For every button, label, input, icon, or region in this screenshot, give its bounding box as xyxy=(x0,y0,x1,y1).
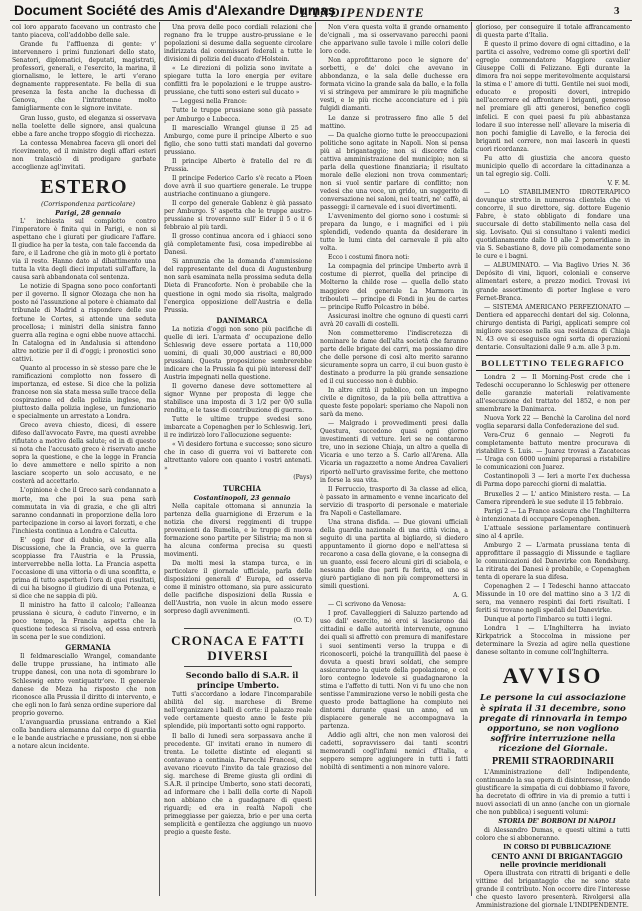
publication-label: IN CORSO DI PUBBLICAZIONE xyxy=(503,844,611,852)
section-heading-germania: GERMANIA xyxy=(65,643,111,653)
column-2 xyxy=(164,24,312,896)
article-paragraph: Addio agli altri, che non men valorosi dei cadetti, sopravvissero dai tanti scontri memorandi cogl'infami nemici d'Italia, e seppero sempre aggiungere in tutti i fatti nobiltà di sentimenti a non minore valore. xyxy=(320,732,468,772)
article-paragraph: — Ci scrivono da Venosa: xyxy=(328,601,406,609)
section-separator xyxy=(184,628,292,629)
article-paragraph: Il Ferruccio, trasporto di 3a classe ad elica, è passato in armamento e venne incaricato del servizio di trasporto di personale e materiale fra Napoli e Castellamare. xyxy=(320,485,468,517)
article-paragraph: L'Amministrazione dell' Indipendente, continuando la sua opera di disinteresse, volendo giustificare la simpatia di cui dobbiamo il favore, ha decretato di offrire in via di premio a tutti i nuovi associati di un anno (anche con un giornale che non pubblica) i seguenti volumi: xyxy=(476,768,630,816)
article-paragraph: Il corpo del generale Gablenz è già passato per Amburgo. S' aspetta che le truppe austro-prussiane si troveranno sull' Eider il 5 o il 6 febbraio al più tardi. xyxy=(164,199,312,232)
article-paragraph: — Leggesi nella France: xyxy=(172,98,247,106)
article-paragraph: Il maresciallo Wrangel giunse il 25 ad Amburgo, come pure il principe Alberto e suo figlio, che sono tutti stati mandati dal governo prussiano. xyxy=(164,124,312,156)
article-paragraph: Le notizie di Spagna sono poco confortanti per il governo. Il signor Olozaga che non ha posto né l'assunzione al potere è chiamato dal tribunale di Madrid a rispondere delle sue fortune le Cortes, si attende una seduta procellosa; i ministri della sinistra fanno guerra alla regina e ogni ebbe nuove attacchi. In Catalogna ed in Andalusia si attendono altre notizie per il dì d'oggi; i pronostici sono cattivi. xyxy=(12,283,156,363)
section-heading-premi: PREMII STRAORDINARII xyxy=(492,755,614,767)
article-paragraph: — Da qualche giorno tutte le preoccupazioni politiche sono agitate in Napoli. Non si pensa più al brigantaggio; non si discorre della cattiva amministrazione del municipio; non si parla della questione finanziaria; il risultato morale delle elezioni non trova commentari; non si vuol sentir parlare di conflitto; non vedesi che una voce, un grido, un suggerito di conversazione nei saloni, nei teatri, ne' caffè, ai passeggi: il carnevale ed i suoi divertimenti. xyxy=(320,131,468,212)
column-divider xyxy=(159,22,160,896)
article-paragraph: Si annunzia che la domanda d'ammissione del rappresentante del duca di Augustenburg non sarà esaminata nella prossima seduta della Dieta di Francoforte. Non è probabile che la questione in ogni modo sia risolta, malgrado l'energica opposizione dell'Austria e della Prussia. xyxy=(164,258,312,314)
column-1 xyxy=(12,24,156,896)
article-paragraph: La notizia d'oggi non sono più pacifiche di quelle di ieri. L'armata d' occupazione dello Schleswig deve essere portata a 110,000 uomini, di quali 30,000 austriaci e 80,000 prussiani. Questa proposizione sembrerebbe indicare che la Prussia fa qui più interessi dell' Austria impegnati nella questione. xyxy=(164,325,312,381)
header-rule xyxy=(10,20,632,21)
article-paragraph: Il governo danese deve sottomettere al signor Wynne per proposta di legge che stabilisce una imposta di 3 1/2 per 0/0 sulla rendita, e le tasse di contribuzione di guerra. xyxy=(164,382,312,415)
article-paragraph: « Vi desidero fortuna e successo; sono sicuro che in caso di guerra voi vi batterete con altrettanto valore con quanto i vostri antenati. » xyxy=(164,441,312,473)
column-3 xyxy=(320,24,468,896)
article-paragraph: L' inchiesta sul complotto contro l'imperatore è finita qui in Parigi, e non si aspettano che i giurati per giudicare l'affare. Il giudice ha per la testa, con tale faccenda da fare, e il Ladrone che già in moto gli è portato via il resto. Hanno dato al dibattimento una tutta la vita degli dieci imputati sull'affare, la causa sarà abbandonata col sentenza. xyxy=(12,217,156,282)
article-paragraph: Gran lusso, gusto, ed eleganza si osservava nella toelette delle signore, ansi qualcuna ebbe a fare anche troppo sfoggio di ricchezza. xyxy=(12,114,156,138)
article-paragraph: In altre città il pubblico, con un impegno civile e dignitoso, da la più bella attrattiva a queste feste popolari: speriamo che Napoli non sarà da meno. xyxy=(320,387,468,419)
advertisement: — SISTEMA AMERICANO PERFEZIONATO — Dentiera ed apparecchi dentari del sig. Colonna, chirurgo dentista di Parigi, applicati sempre col migliore successo nella sua residenza di Chiaja N. 43 ove si eseguisce ogni sorta di operazioni dentarie. Consultazioni dalle 9 a.m. alle 3 p.m. xyxy=(476,303,630,351)
telegram-item: Copenaghen 2 — I Tedeschi hanno attaccato Missunde in 10 ore del mattino sino a 3 1/2 di sera, ma vennero respinti dai forti risultati. I feriti si trovano negli spedali del Danevirke. xyxy=(476,583,630,615)
article-paragraph: Grande fu l'affluenza di gente: v' intervennero i primi funzionari dello stato, Senatori, diplomatici, deputati, magistrati, professori, generali, e l'esercito, la marina, il giornalismo, le lettere, le arti v'erano degnamente rappresentate. Fe bella di sua presenza la festa anche la duchessa di Genova, che l'intrattenne molto famigliarmente con le signore invitate. xyxy=(12,41,156,113)
article-paragraph: Il grosso continua ancora ed i ghiacci sono già completamente fusi, cosa impedirebbe ai Danesi. xyxy=(164,233,312,257)
column-4 xyxy=(476,24,630,910)
article-headline-ballo: Secondo ballo di S.A.R. il principe Umberto. xyxy=(185,670,299,691)
column-divider xyxy=(471,22,472,896)
article-paragraph: I prof. Cavalleggieri di Saluzzo partendo ad uso dall' esercito, né eroi si lasciarono dai cittadini e dalle autorità intervenute, ognuno dei quali si affrettò con premura di manifestare i suoi sentimenti verso la truppa e di riconoscerli, poiché la tranquillità del paese è dovuta a questi bravi soldati, che sempre assicurarono la quiete della popolazione, e col loro contegno lodevole si guadagnarono la stima e l'affetto di tutti. Non vi fu uno che non sentisse l'ammirazione verso le nobili gesta che questo prode battaglione ha compiuto nei dintorni durante quasi un anno, ed un dispiacere generale ne accompagnava la partenza. xyxy=(320,610,468,730)
article-paragraph: È questo il primo dovere di ogni cittadino, e la partita ci assolve, vedremo come gli sportivi dell' egregio commendatore Maggiore cavalier Giuseppe Colli di Felizzano. Egli durante la dimora fra noi seppe meritevolmente acquistarsi la stima e l' amore di tutti. Gentile nei suoi modi, educato e propositi doveri, intrepido nell'accorrere ed affrontare i briganti, generoso nel premiare gli atti generosi, benefico cogli infelici. E con quei paesi fu più abbastanza lodare il suo interesse nell' allevare la miseria di non pochi famiglie di Lavello, e la ferocia dei briganti nel correre, non mai lascerà in questi cuori ricordanza. xyxy=(476,41,630,153)
article-paragraph: Il principe Federico Carlo s'è recato a Ploen dove avrà il suo quartiere generale. Le truppe austriache continuano a giungere. xyxy=(164,174,312,198)
article-paragraph: Fu atto di giustizia che ancora questo municipio quello di accordare la cittadinanza a un tal egregio sig. Colli. xyxy=(476,154,630,178)
article-paragraph: di Alessandro Dumas, e questi ultimi a tutti coloro che si abboneranno. xyxy=(476,827,630,843)
article-paragraph: L'avanguardia prussiana entrando a Kiel colla bandiera alemanna dal corpo di guardia e le bande austriache e prussiane, non si ebbe a notare alcun incidente. xyxy=(12,718,156,750)
article-paragraph: — Malgrado i provvedimenti presi dalla Questura, succedono quasi ogni giorno investimenti di vetture. Ieri se ne contarono tre, uno in sezione Chiaja, un altro a quella di Vicaria e uno terzo a S. Carlo all'Arena. Alla Vicaria un ragazzetto a nome Andrea Cavalieri riportò nell'urto gravissime ferite, che mettono in forse la sua vita. xyxy=(320,420,468,484)
section-heading-cronaca: CRONACA E FATTI DIVERSI xyxy=(171,633,305,664)
article-paragraph: Una strana disfida. — Due giovani ufficiali della guardia nazionale di una città vicina, a seguito di una partita al bigliardo, si diedero appuntamento il giorno dopo e nell'attesa si recarono a casa della giovane, e la consegna di un guanto, essi fecero alcuni giri di sciabola, e nessuna delle due parti fu ferita, ed uno si giurò partigiano di non più compromettersi in simili questioni. xyxy=(320,518,468,591)
page-header xyxy=(0,0,642,20)
archive-watermark: Document Société des Amis d'Alexandre Dumas xyxy=(14,2,336,18)
author-signature: V. F. M. xyxy=(607,179,630,187)
article-paragraph: L'opinione è che il Greco sarà condannato a morte, ma che poi la sua pena sarà commutata in via di grazia, e che gli altri saranno condannati in proporzione della loro partecipazione in corso ai lavori forzati, e che l'inchiesta continua a Londra e Calcutta. xyxy=(12,487,156,535)
section-heading-danimarca: DANIMARCA xyxy=(216,315,268,325)
article-paragraph: Assicurasi inoltre che ognuno di questi carri avrà 20 cavalli di costelli. xyxy=(320,312,468,328)
article-paragraph: Il ballo di lunedì sera sorpassava anche il precedente. Gl' invitati erano in numero di trenta. Le toilette distinte ed eleganti si contavano a centinaia. Parecchi Francesi, che avevano ricevuto l'invito da tale grazioso del sig. marchese di Breme giusta gli ordini di S.A.R. il principe Umberto, sono stati decorati, ad informare che i balli della corte di Napoli non abbiano che a guadagnare di questi riguardi; ed era in realtà Napoli che primeggiasse per gaiezza, brio e per una certa semplicità e gentilezza che aggiungo un nuovo pregio a queste feste. xyxy=(164,732,312,837)
notice-heading-avviso: AVVISO xyxy=(502,663,604,689)
section-heading-bollettino: BOLLETTINO TELEGRAFICO xyxy=(481,357,625,368)
column-divider xyxy=(315,22,316,896)
telegram-item: Amburgo 2 — L'armata prussiana tenta di approfittare il passaggio di Missunde e tagliare le comunicazioni del Danevirke con Rendsburg. La ritirata dei Danesi è probabile, e Copenaghen tenta di operare la sua difesa. xyxy=(476,541,630,581)
advertisement: — LO STABILIMENTO IDROTERAPICO dovunque stretto in numerosa clientela che vi concorre, il suo direttore, sig. dottore Eugenio Fabre, è stato obbligato di fondare una succursale di detto stabilimento nella casa del sig. Lovisato. Qui si consultano i valenti medici quotidianamente dalle 10 alle 2 pomeridiane in via S. Sebastiano 8, dove più comodamente sono le cure e i bagni. xyxy=(476,188,630,261)
page-number: 3 xyxy=(614,5,620,17)
telegram-item: Londra 1 — L'Inghilterra ha inviato Kirkpatrick a Stoccolma in missione per determinare la Svezia ad agire nella questione danese soltanto in comune coll'Inghilterra. xyxy=(476,625,630,657)
section-heading-turchia: TURCHIA xyxy=(222,483,262,493)
article-paragraph: Greco aveva chiesto, dicesi, di essere difeso dall'avvocato Favre, ma questi avrebbe rifiutato a motivo della salute; ed in di questo si nota che l'accusato greco è riservato anche sopra la questione, e che la legge in Francia lo deve ammettere e nello spirito a non lasciare scoperto un solo accusato, e ne costerà ad accettarlo. xyxy=(12,422,156,486)
article-paragraph: « Le direzioni di polizia sono invitate a spiegare tutta la loro energia per evitare conflitti fra le popolazioni e le truppe austro-prussiane, che tutti sono esteri sul ducato » xyxy=(164,65,312,97)
telegram-item: Costantinopoli 3 — Ieri a morte l'ex duchessa di Parma dopo parecchi giorni di malattia. xyxy=(476,473,630,489)
article-paragraph: Non commetteremo l'indiscretezza di nominare le dame dell'alta società che faranno parte delle brigate dei carri, ma possiamo dire che delle persone di così alto merito saranno sicuramente sopra un carro, il cui buon gusto è destinato a produrre la più grande sensazione ed il cui successo non è dubbio. xyxy=(320,329,468,386)
telegram-item: Bruxelles 2 — L' antico Ministero resta. — La Camera riprenderà le sue sedute il 15 febbraio. xyxy=(476,490,630,506)
article-paragraph: Le danze si protrassero fino alle 5 del mattino. xyxy=(320,114,468,130)
article-paragraph: col loro apparato facevano un contrasto che tanto piaceva, coll'addobbo delle sale. xyxy=(12,24,156,40)
article-paragraph: Il principe Alberto è fratello del re di Prussia. xyxy=(164,157,312,173)
article-paragraph: Opera illustrata con ritratti di briganti e delle vittime del brigantaggio che ne sono state grande il contributo. Non occorre dire l'interesse che questo lavoro presenterà. Rivolgersi alla Amministrazione del giornale L'INDIPENDENTE. xyxy=(476,870,630,910)
article-paragraph: Tutte le ultime truppe svedesi sono imbarcate a Copenaghen per lo Schleswig. Ieri, il re indirizzò loro l'allocuzione seguente: xyxy=(164,416,312,440)
publication-title: CENTO ANNI DI BRIGANTAGGIO nelle provincie meridionali xyxy=(491,852,623,870)
telegram-item: L'attuale sessione parlamentare continuerà sino al 4 aprile. xyxy=(476,524,630,540)
telegram-item: Dunque al porto l'imbarco su tutti i legni. xyxy=(484,616,613,624)
section-heading-estero: ESTERO xyxy=(40,175,128,198)
telegram-item: Londra 2 — Il Morning-Post crede che i Tedeschi occuperanno lo Schleswig per ottenere delle garanzie materiali relativamente all'esecuzione del trattato del 1852, e non per smembrare la Danimarca. xyxy=(476,373,630,414)
article-paragraph: L'avvenimento del giorno sono i costumi: si prepara da lungo, e i magnifici ed i più splendidi, vedendo quanta da desiderare in tutte le lumi cinta del carnevale il più alto volta. xyxy=(320,213,468,253)
telegram-item: Vera-Cruz 6 gennaio — Negroti fu completamente battuto mentre procurava di ristabilire S. Luis. — Juarez trovasi a Zacatecas — Uraga con 6000 uomini preparasi a ristabilire le comunicazioni con Juarez. xyxy=(476,432,630,472)
newspaper-masthead: L'INDIPENDENTE xyxy=(300,5,425,20)
article-paragraph: Quanto al processo in sè stesso pare che le ramificazioni complotto non fossero di importanza, ed estese. Si dice che la polizia francese non sia stata messa sulle tracce della cospirazione ed della polizia inglese, ma piuttosto dalla polizia inglese, un funzionario e specialmente un arrestato a Londra. xyxy=(12,364,156,421)
article-paragraph: Non v'era questa volta il grande ornamento de'cignali , ma si osservavano parecchi paoni che apparivano sulle tavole i mille colori delle loro code. xyxy=(320,24,468,56)
source-signature: (Pays) xyxy=(293,474,312,482)
dateline: Parigi, 28 gennaio xyxy=(55,208,121,217)
advertisement: — ALBUMINATO. — Via Baglivo Uries N. 36 Depósito di vini, liquori, coloniali e conserve alimentari estere, a prezzo modici. Trovasi ivi grande assortimento di porter Inglese e vero Fernet-Branca. xyxy=(476,262,630,302)
telegram-item: Parigi 2 — La France assicura che l'Inghilterra è intenzionata di occupare Copenaghen. xyxy=(476,507,630,523)
article-paragraph: La compagnia del principe Umberto avrà il costume di pierrot, quella del principe di Molterno la childe rose — quella dello stato maggiore del generale La Marmora in tribouleti — principe di Fondi in jeu de cartes — principe Ruffo Polcastro in bébé. xyxy=(320,263,468,311)
subscription-notice: Le persone la cui associazione è spirata il 31 decembre, sono pregate di rinnovarla in tempo opportuno, se non vogliono soffrire interruzione nella ricezione del Giornale. xyxy=(479,693,627,755)
article-paragraph: Tutte le truppe prussiane sono già passate per Amburgo e Lubecca. xyxy=(164,107,312,123)
book-title: STORIA DE' BORBONI DI NAPOLI xyxy=(498,818,616,826)
bulletin-header-box xyxy=(476,355,630,371)
article-paragraph: Nella capitale ottomana si annunzia la partenza della guarnigione di Erzerum e la notizia che diversi reggimenti di truppe provenienti da Rumelia, e le truppe di nuova formazione sono partite per Silistria; ma non si ha alcuna conferma precisa su questi movimenti. xyxy=(164,502,312,558)
article-paragraph: La contessa Menabrea faceva gli onori del ricevimento, ed il ministro degli affari esteri non tralasciò di prodigare garbate accoglienze agl'invitati. xyxy=(12,139,156,171)
article-paragraph: Una prova delle poco cordiali relazioni che regnano fra le truppe austro-prussiane e le popolazioni si desume dalla seguente circolare indirizzata dai commissari federali a tutte le divisioni di polizia del ducato d'Holstein. xyxy=(164,24,312,64)
article-paragraph: Non approfittarono poco le signore de' sorbetti, e de' dolci che avevano in abbondanza, e la sala delle duchesse era formata vicino la grande sala da ballo, e la folla vi si stringeva per ammirare le più magnifiche vesti, e le più ricche acconciature ed i più fulgidi diamanti. xyxy=(320,57,468,113)
author-signature: A. G. xyxy=(453,592,468,600)
article-paragraph: Il feldmaresciallo Wrangel, comandante delle truppe prussiane, ha intimato alle truppe danesi, con una nota di sgombrare lo Schleswig entro ventiquattr'ore. Il generale danese de Meza ha risposto che non riconosce alla Prussia il diritto di intervento, e che egli non lo farà senza ordine superiore dal proprio governo. xyxy=(12,653,156,717)
dateline: Costantinopoli, 23 gennaio xyxy=(193,493,291,502)
telegram-item: Nuova York 22 — Benchè la Carolina del nord voglia separarsi dalla Confederazione del sud. xyxy=(476,415,630,431)
correspondence-label: (Corrispondenza particolare) xyxy=(40,199,136,208)
source-signature: (O. T.) xyxy=(293,617,312,625)
article-paragraph: glorioso, per conseguire il totale affrancamento di questa parte d'Italia. xyxy=(476,24,630,40)
section-separator xyxy=(184,666,292,667)
article-paragraph: Da molti mesi la stampa turca, e in particolare il giornale ufficiale, parla delle disposizioni generali d' Europa, ed osserva come il ministro ottomano, sia pure assicurato delle pacifiche disposizioni della Russia e dell'Austria, non vuole in alcun modo essere sorpreso dagli avvenimenti. xyxy=(164,559,312,616)
article-paragraph: Tutti s'accordano a lodare l'incomparabile abilità del sig. marchese di Breme nell'organizzare i balli di corte: il palazzo reale vede certamente questo anno le feste più splendide, più importanti sotto ogni rapporto. xyxy=(164,691,312,731)
article-paragraph: Il ministro ha fatto il calcolo; l'alleanza prussiana è sicura, è caduto l'inverno, e in poco tempo, la Francia aspetta che la questione tedesca si risolva, ed essa entrerà in scena per le sue condizioni. xyxy=(12,602,156,642)
article-paragraph: Ecco i costumi finora noti: xyxy=(328,254,410,262)
article-paragraph: E' oggi fuor di dubbio, si scrive alla Discussione, che la Francia, ove la guerra scoppiasse fra l'Austria e la Prussia, interverrebbe nella lotta. La Francia aspetta l'occasione di una vittoria o di una sconfitta, e prima di tutto aspetterà l'ora di quei risultati, di cui ha bisogno il giudizio di una Potenza, e si dice che ne sappia di più. xyxy=(12,536,156,601)
